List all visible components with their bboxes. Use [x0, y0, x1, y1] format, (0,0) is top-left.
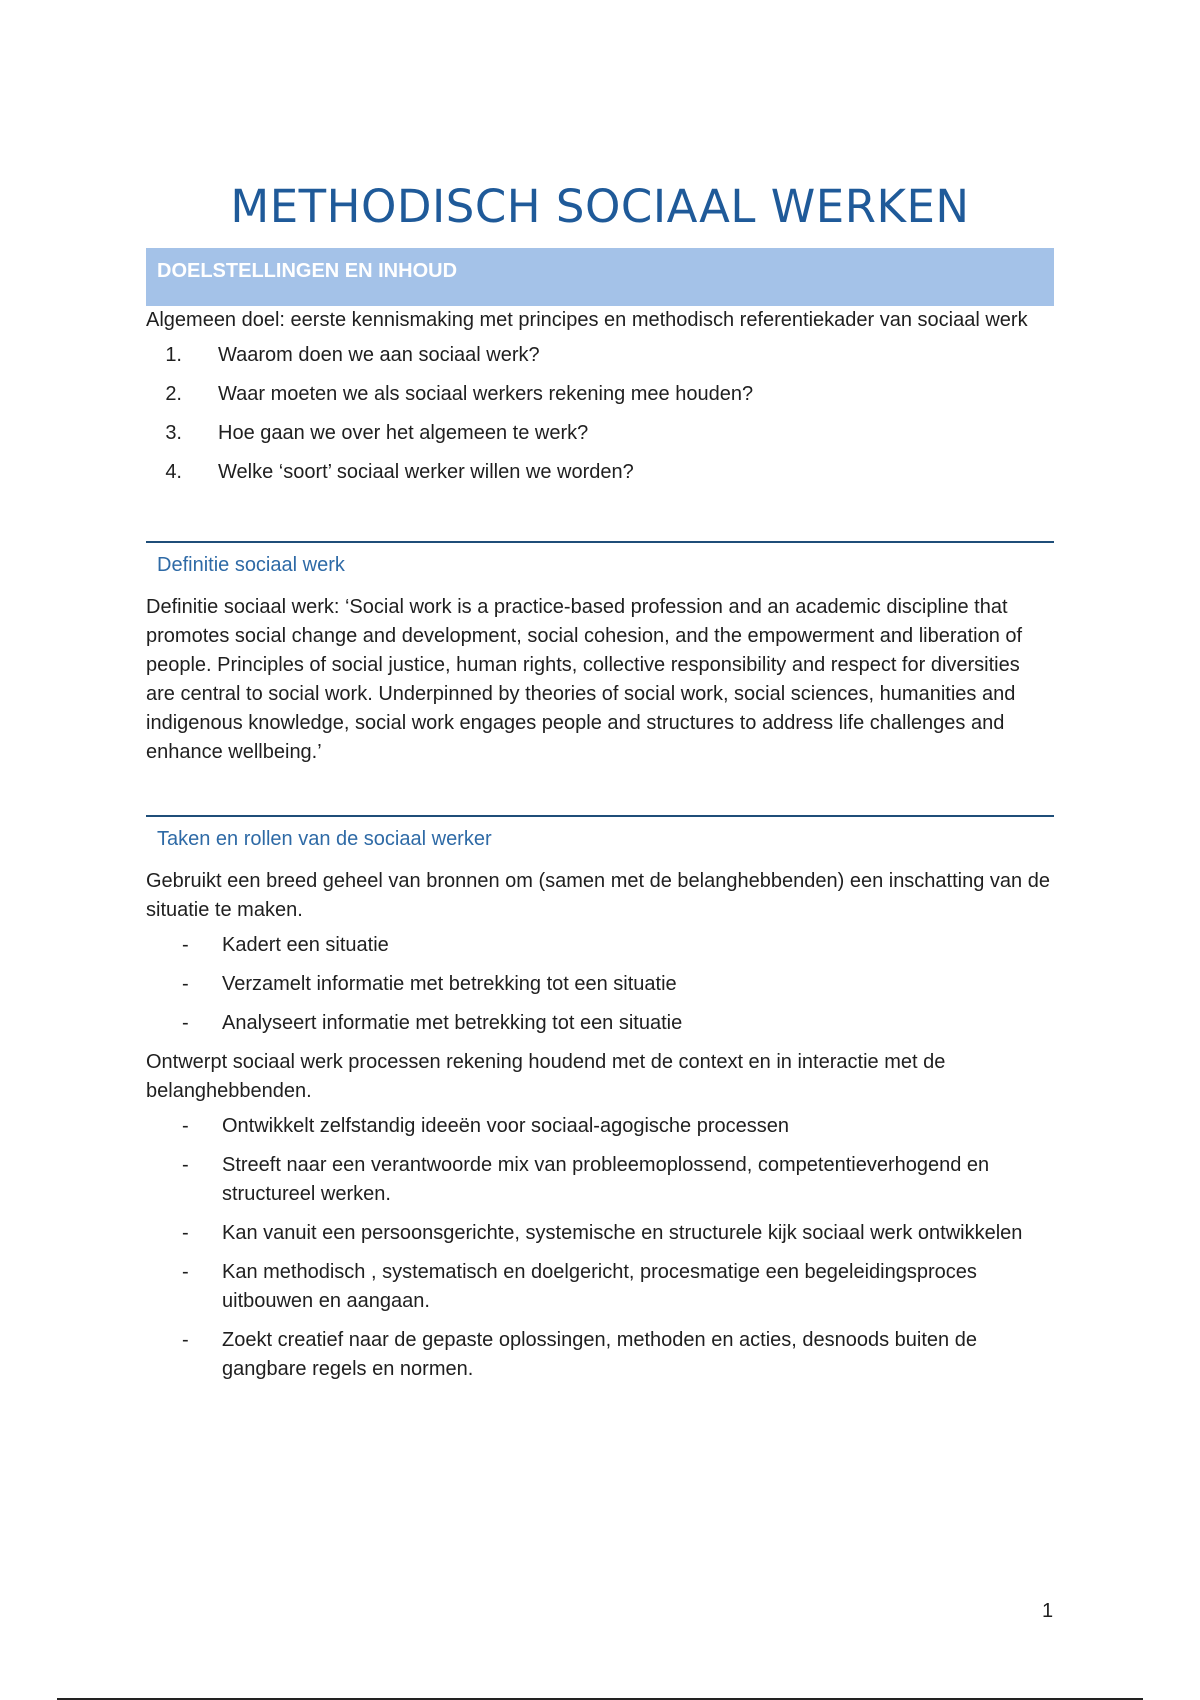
roles-paragraph: Gebruikt een breed geheel van bronnen om (samen met de belanghebbenden) een inschatting van de situatie te maken.	[146, 870, 1050, 921]
questions-list	[146, 341, 1054, 487]
dash-bullet: -	[182, 1261, 189, 1283]
list-text: Analyseert informatie met betrekking tot een situatie	[222, 1012, 683, 1034]
list-item	[146, 341, 1054, 370]
roles-paragraph: Ontwerpt sociaal werk processen rekening houdend met de context en in interactie met de belanghebbenden.	[146, 1051, 946, 1102]
page-number: 1	[1042, 1600, 1054, 1622]
list-item	[146, 1009, 1054, 1038]
intro-paragraph: Algemeen doel: eerste kennismaking met principes en methodisch referentiekader van sociaal werk	[146, 309, 1028, 331]
list-text: Welke ‘soort’ sociaal werker willen we worden?	[218, 461, 634, 483]
dash-bullet: -	[182, 1222, 189, 1244]
list-text: Waar moeten we als sociaal werkers rekening mee houden?	[218, 383, 754, 405]
section-divider	[146, 541, 1054, 543]
list-item	[146, 458, 1054, 487]
section-banner: DOELSTELLINGEN EN INHOUD	[146, 248, 1054, 306]
roles-list	[146, 931, 1054, 1038]
list-text: Streeft naar een verantwoorde mix van probleemoplossend, competentieverhogend en structureel werken.	[222, 1154, 990, 1205]
list-item	[146, 1258, 1054, 1316]
document-body	[146, 248, 1054, 1394]
dash-bullet: -	[182, 1012, 189, 1034]
dash-bullet: -	[182, 1115, 189, 1137]
list-text: Zoekt creatief naar de gepaste oplossingen, methoden en acties, desnoods buiten de gangbare regels en normen.	[222, 1329, 977, 1380]
list-text: Verzamelt informatie met betrekking tot een situatie	[222, 973, 677, 995]
list-number: 1.	[165, 344, 182, 366]
roles-list	[146, 1112, 1054, 1384]
list-item	[146, 419, 1054, 448]
list-text: Hoe gaan we over het algemeen te werk?	[218, 422, 589, 444]
list-number: 3.	[165, 422, 182, 444]
dash-bullet: -	[182, 1329, 189, 1351]
list-item	[146, 1112, 1054, 1141]
definition-heading: Definitie sociaal werk	[157, 554, 345, 576]
list-item	[146, 1219, 1054, 1248]
list-number: 4.	[165, 461, 182, 483]
roles-heading: Taken en rollen van de sociaal werker	[157, 828, 492, 850]
list-item	[146, 1326, 1054, 1384]
dash-bullet: -	[182, 973, 189, 995]
list-text: Kan vanuit een persoonsgerichte, systemische en structurele kijk sociaal werk ontwikkelen	[222, 1222, 1023, 1244]
dash-bullet: -	[182, 934, 189, 956]
list-text: Kan methodisch , systematisch en doelgericht, procesmatige een begeleidingsproces uitbouwen en aangaan.	[222, 1261, 977, 1312]
page-title: METHODISCH SOCIAAL WERKEN	[230, 180, 970, 234]
list-item	[146, 380, 1054, 409]
dash-bullet: -	[182, 1154, 189, 1176]
list-text: Waarom doen we aan sociaal werk?	[218, 344, 540, 366]
list-item	[146, 970, 1054, 999]
list-text: Kadert een situatie	[222, 934, 389, 956]
section-divider	[146, 815, 1054, 817]
definition-paragraph: Definitie sociaal werk: ‘Social work is a practice-based profession and an academic discipline that promotes social change and development, social cohesion, and the empowerment and liberation of people. Principles of social justice, human rights, collective responsibility and respect for diversities are central to social work. Underpinned by theories of social work, social sciences, humanities and indigenous knowledge, social work engages people and structures to address life challenges and enhance wellbeing.’	[146, 596, 1023, 763]
list-item	[146, 1151, 1054, 1209]
list-number: 2.	[165, 383, 182, 405]
list-text: Ontwikkelt zelfstandig ideeën voor sociaal-agogische processen	[222, 1115, 789, 1137]
list-item	[146, 931, 1054, 960]
